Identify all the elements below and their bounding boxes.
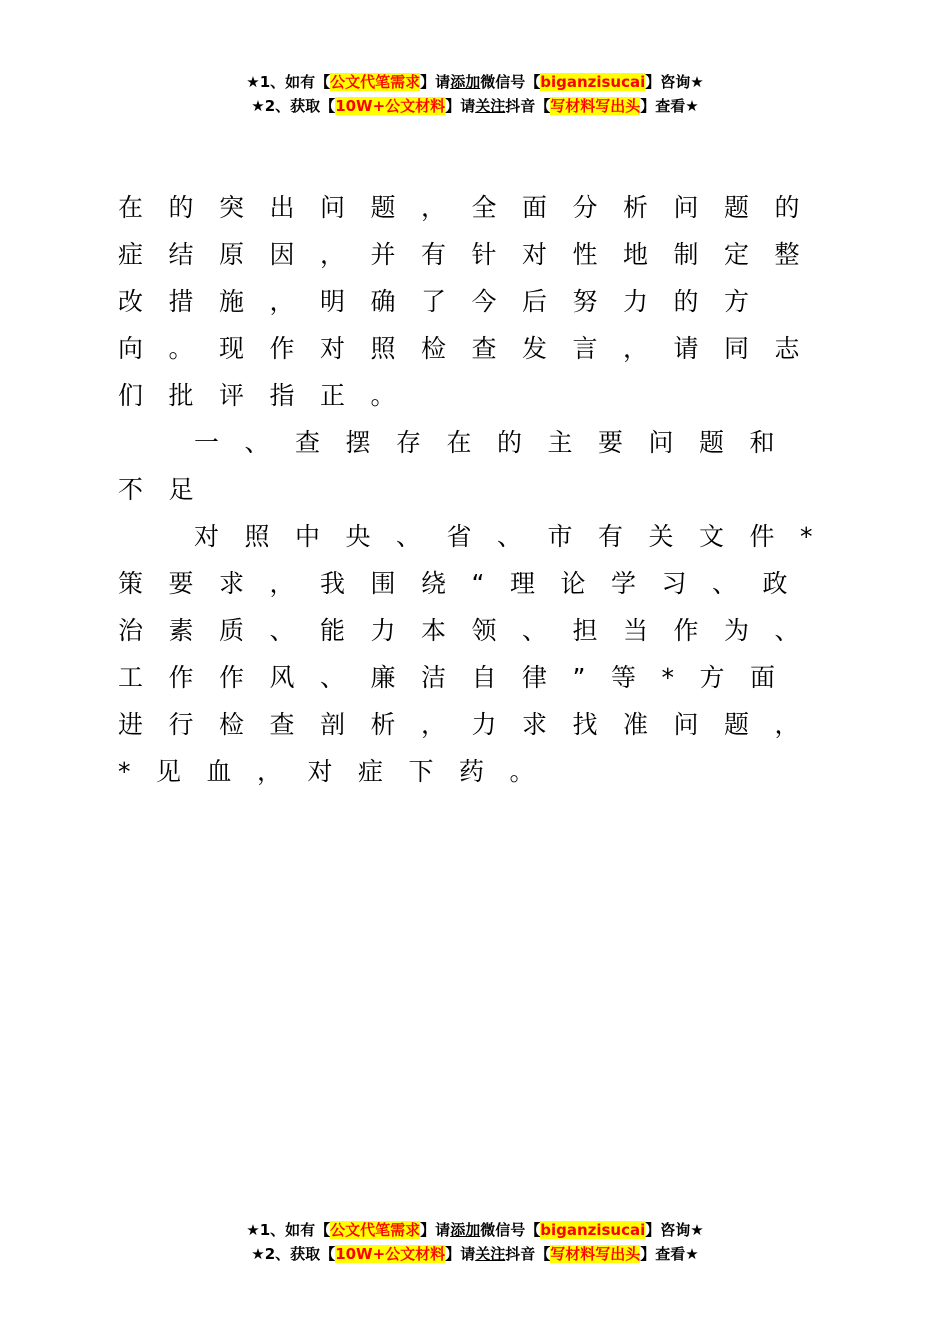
banner-text: 】查看★ [640,1245,699,1263]
banner-text: 】请 [445,1245,476,1263]
document-body [118,184,838,795]
banner-text: 抖音【 [505,97,551,115]
highlight-text: 公文代笔需求 [330,73,421,91]
banner-text: ★1、如有【 [246,1221,331,1239]
banner-line-1 [0,70,950,94]
banner-text: 】咨询★ [645,1221,704,1239]
banner-text: 微信号【 [480,1221,541,1239]
highlight-text: 公文代笔需求 [330,1221,421,1239]
section-heading: 一、查摆存在的主要问题和不足 [118,428,801,504]
underlined-text: 添加 [450,1221,481,1239]
header-banner [0,70,950,118]
douyin-account: 写材料写出头 [550,1245,641,1263]
banner-line-1 [0,1218,950,1242]
wechat-id: biganzisucai [540,73,646,91]
banner-line-2 [0,94,950,118]
underlined-text: 关注 [475,1245,506,1263]
banner-text: 】查看★ [640,97,699,115]
paragraph-body: 对照中央、省、市有关文件*策要求，我围绕“理论学习、政治素质、能力本领、担当作为、工作作风、廉洁自律”等*方面进行检查剖析，力求找准问题，*见血，对症下药。 [118,522,839,786]
highlight-text: 10W+公文材料 [335,1245,446,1263]
banner-text: 】咨询★ [645,73,704,91]
banner-text: ★2、获取【 [251,1245,336,1263]
banner-text: 】请 [420,73,451,91]
banner-text: 】请 [445,97,476,115]
douyin-account: 写材料写出头 [550,97,641,115]
paragraph-intro: 在的突出问题，全面分析问题的症结原因，并有针对性地制定整改措施，明确了今后努力的方向。现作对照检查发言，请同志们批评指正。 [118,193,826,410]
banner-text: 】请 [420,1221,451,1239]
banner-text: 微信号【 [480,73,541,91]
banner-line-2 [0,1242,950,1266]
banner-text: 抖音【 [505,1245,551,1263]
wechat-id: biganzisucai [540,1221,646,1239]
underlined-text: 关注 [475,97,506,115]
footer-banner [0,1218,950,1266]
banner-text: ★1、如有【 [246,73,331,91]
underlined-text: 添加 [450,73,481,91]
banner-text: ★2、获取【 [251,97,336,115]
highlight-text: 10W+公文材料 [335,97,446,115]
